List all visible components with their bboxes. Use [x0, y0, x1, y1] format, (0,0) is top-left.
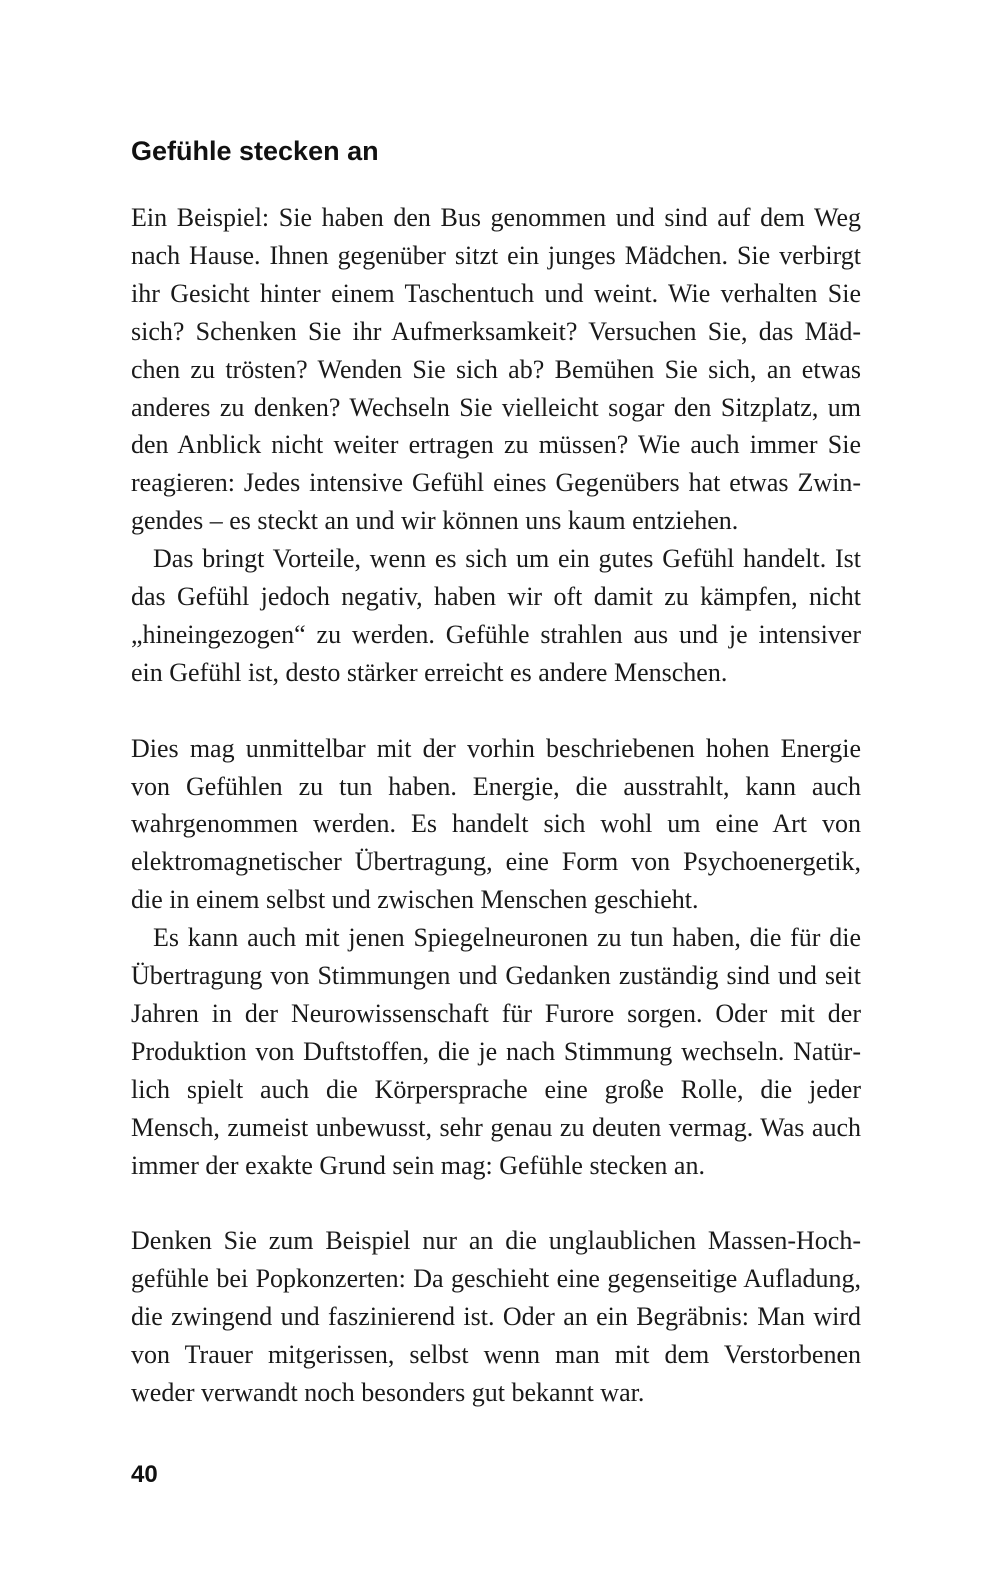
- paragraph-advantages: Das bringt Vorteile, wenn es sich um ein gutes Gefühl handelt. Ist das Gefühl jedoch negativ, haben wir oft damit zu kämpfen, nicht „hineingezogen“ zu werden. Gefühle strahlen aus und je intensiver ein Gefühl ist, desto stärker erreicht es andere Menschen.: [131, 544, 861, 687]
- page-number: 40: [131, 1461, 158, 1488]
- section-heading: Gefühle stecken an: [131, 136, 379, 166]
- paragraph-concerts: Denken Sie zum Beispiel nur an die unglaublichen Massen-Hochgefühle bei Popkonzerten: Da geschieht eine gegenseitige Aufladung, die zwingend und faszinierend ist. Oder an ein Begräbnis: Man wird von Trauer mitgerissen, selbst wenn man mit dem Verstorbenen weder verwandt noch besonders gut bekannt war.: [131, 1226, 861, 1408]
- paragraph-bus-example: Ein Beispiel: Sie haben den Bus genommen und sind auf dem Weg nach Hause. Ihnen gegenüber sitzt ein junges Mädchen. Sie verbirgt ihr Gesicht hinter einem Taschentuch und weint. Wie verhalten Sie sich? Schenken Sie ihr Aufmerksamkeit? Versuchen Sie, das Mädchen zu trösten? Wenden Sie sich ab? Bemühen Sie sich, an etwas anderes zu denken? Wechseln Sie vielleicht sogar den Sitzplatz, um den Anblick nicht weiter ertragen zu müssen? Wie auch immer Sie reagieren: Jedes intensive Gefühl eines Gegenübers hat etwas Zwingendes – es steckt an und wir können uns kaum entziehen.: [131, 203, 861, 536]
- paragraph-mirror-neurons: Es kann auch mit jenen Spiegelneuronen zu tun haben, die für die Übertragung von Stimmungen und Gedanken zuständig sind und seit Jahren in der Neurowissenschaft für Furore sorgen. Oder mit der Produktion von Duftstoffen, die je nach Stimmung wechseln. Natürlich spielt auch die Körpersprache eine große Rolle, die jeder Mensch, zumeist unbewusst, sehr genau zu deuten vermag. Was auch immer der exakte Grund sein mag: Gefühle stecken an.: [131, 923, 861, 1180]
- body-text: [131, 199, 861, 1412]
- paragraph-energy: Dies mag unmittelbar mit der vorhin beschriebenen hohen Energie von Gefühlen zu tun haben. Energie, die ausstrahlt, kann auch wahrgenommen werden. Es handelt sich wohl um eine Art von elektromagnetischer Übertragung, eine Form von Psychoenergetik, die in einem selbst und zwischen Menschen geschieht.: [131, 733, 861, 915]
